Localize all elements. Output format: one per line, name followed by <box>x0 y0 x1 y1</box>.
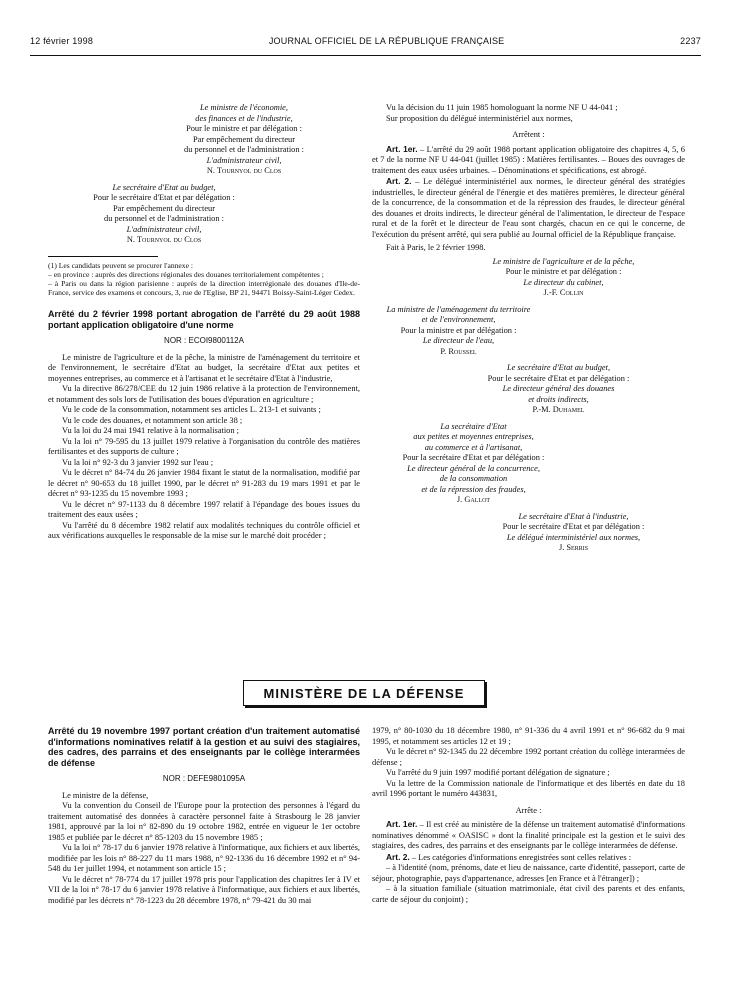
article-2 <box>372 852 685 864</box>
sig-line: Le directeur général des douanes <box>502 384 615 393</box>
sig-line: Le délégué interministériel aux normes, <box>506 532 641 542</box>
footnote: (1) Les candidats peuvent se procurer l'annexe : <box>48 260 193 270</box>
sig-line: Pour le secrétaire d'Etat et par délégation : <box>487 373 630 383</box>
sig-line: Le directeur du cabinet, <box>523 277 604 287</box>
right-column-top <box>372 103 685 554</box>
signatory-name: P. Roussel <box>440 346 477 356</box>
sig-line: L'administrateur civil, <box>206 155 282 165</box>
article-1 <box>372 144 685 177</box>
article-1 <box>372 819 685 852</box>
left-column-bottom <box>48 726 360 906</box>
signatory-name: N. Tournyol du Clos <box>126 235 202 244</box>
sig-line: du personnel et de l'administration : <box>184 145 304 154</box>
sig-line: Pour la secrétaire d'Etat et par délégation : <box>402 453 545 462</box>
footnote: – à Paris ou dans la région parisienne : auprès de la direction interrégionale des douanes d'Ile-de-France, service des examens et concours, 3, rue de l'Eglise, BP 21, 94471 Boissy-Saint-Léger Cedex. <box>48 278 360 298</box>
sig-line: Le directeur général de la concurrence, <box>407 463 540 473</box>
paragraph: Vu l'arrêté du 9 juin 1997 modifié portant délégation de signature ; <box>386 768 610 777</box>
article-text: – Les catégories d'informations enregistrées sont celles relatives : <box>409 852 632 862</box>
list-item: – à l'identité (nom, prénoms, date et lieu de naissance, carte d'identité, passeport, carte de séjour, photographie, pays d'appartenance, adresses [en France et à l'étranger]) ; <box>372 863 685 883</box>
header-rule <box>30 55 701 56</box>
right-column-bottom <box>372 726 685 905</box>
paragraph: Vu la loi n° 78-17 du 6 janvier 1978 relative à l'informatique, aux fichiers et aux libertés, modifiée par les lois n° 88-227 du 11 mars 1988, n° 92-1336 du 16 décembre 1992 et n° 94-548 du 1er juillet 1994, et notamment son article 15 ; <box>48 843 360 873</box>
sig-line: Pour le secrétaire d'Etat et par délégation : <box>93 193 235 202</box>
footnote-rule <box>48 256 158 257</box>
paragraph: Vu la directive 86/278/CEE du 12 juin 1986 relative à la protection de l'environnement, et notamment des sols lors de l'utilisation des boues d'épuration en agriculture ; <box>48 384 360 404</box>
decree-title: Arrêté du 2 février 1998 portant abrogation de l'arrêté du 29 août 1988 portant application obligatoire d'une norme <box>48 309 360 330</box>
sig-line: Le ministre de l'agriculture et de la pêche, <box>492 256 635 266</box>
paragraph: 1979, n° 80-1030 du 18 décembre 1980, n° 91-336 du 4 avril 1991 et n° 96-682 du 9 mai 1995, et notamment ses articles 12 et 19 ; <box>372 726 685 746</box>
signatory-name: J. Gallot <box>456 495 491 504</box>
done-at: Fait à Paris, le 2 février 1998. <box>386 243 486 252</box>
signature-block-c <box>372 363 685 416</box>
signatory-name: J.-F. Collin <box>543 288 584 297</box>
header-date: 12 février 1998 <box>30 36 94 46</box>
sig-line: Par empêchement du directeur <box>192 134 296 144</box>
paragraph: Le ministre de l'agriculture et de la pêche, la ministre de l'aménagement du territoire et de l'environnement, le secrétaire d'Etat au budget, la secrétaire d'Etat aux petites et moyennes entreprises, au commerce et à l'artisanat et le secrétaire d'Etat à l'industrie, <box>48 352 360 383</box>
footnotes <box>48 261 360 298</box>
page-header <box>30 36 701 50</box>
paragraph: Le ministre de la défense, <box>62 790 149 800</box>
sig-line: Le secrétaire d'Etat au budget, <box>112 182 216 192</box>
paragraph: Vu la loi du 24 mai 1941 relative à la normalisation ; <box>62 426 239 436</box>
article-2 <box>372 176 685 240</box>
sig-line: de la consommation <box>439 474 508 483</box>
signature-block-b <box>372 305 685 358</box>
paragraph: Vu le code des douanes, et notamment son article 38 ; <box>62 415 243 425</box>
article-text: – Il est créé au ministère de la défense un traitement automatisé d'informations nominatives dénommé « OASISC » dont la finalité principale est la gestion et le suivi des stagiaires, des cadres, des parrains et des enseignants par le collège interarmées de défense. <box>372 820 685 850</box>
arretent-heading: Arrêtent : <box>512 130 545 139</box>
signature-block-2 <box>48 183 360 246</box>
sig-line: et droits indirects, <box>528 394 589 404</box>
paragraph: Vu le décret n° 78-774 du 17 juillet 1978 pris pour l'application des chapitres Ier à IV et VII de la loi n° 78-17 du 6 janvier 1978 relative à l'informatique, aux fichiers et aux libertés, modifié par les décrets n° 78-1223 du 28 décembre 1978, n° 79-421 du 30 mai <box>48 874 360 905</box>
paragraph: Vu la convention du Conseil de l'Europe pour la protection des personnes à l'égard du traitement automatisé des données à caractère personnel faite à Strasbourg le 28 janvier 1981, approuvé par la loi n° 82-890 du 19 octobre 1982, entrée en vigueur le 1er octobre 1985 et publiée par le décret n° 85-1203 du 15 novembre 1985 ; <box>48 801 360 842</box>
sig-line: Pour le secrétaire d'Etat et par délégation : <box>502 522 645 531</box>
nor-reference: NOR : ECOI9800112A <box>164 336 244 346</box>
list-item: – à la situation familiale (situation matrimoniale, état civil des parents et des enfants, carte de séjour du conjoint) ; <box>372 884 685 904</box>
paragraph: Vu le décret n° 92-1345 du 22 décembre 1992 portant création du collège interarmées de défense ; <box>372 747 685 767</box>
article-text: – L'arrêté du 29 août 1988 portant application obligatoire des chapitres 4, 5, 6 et 7 de la norme NF U 44-041 (juillet 1985) : Matières fertilisantes. – Boues des ouvrages de traitement des eaux usées urbaines. – Dénominations et spécifications, est abrogé. <box>372 144 685 175</box>
signature-block-e <box>372 512 685 554</box>
sig-line: du personnel et de l'administration : <box>104 214 224 223</box>
sig-line: Le secrétaire d'Etat au budget, <box>506 363 611 372</box>
paragraph: Sur proposition du délégué interministériel aux normes, <box>386 113 573 123</box>
sig-line: et de la répression des fraudes, <box>421 484 526 494</box>
sig-line: La secrétaire d'Etat <box>440 421 507 431</box>
signature-block-a <box>372 257 685 299</box>
signatory-name: N. Tournyol du Clos <box>206 166 282 175</box>
sig-line: et de l'environnement, <box>421 315 496 324</box>
left-column-top <box>48 103 360 542</box>
paragraph: Vu la lettre de la Commission nationale de l'informatique et des libertés en date du 18 avril 1996 portant le numéro 443831, <box>372 778 685 798</box>
sig-line: Par empêchement du directeur <box>112 203 216 213</box>
sig-line: Pour le ministre et par délégation : <box>505 267 622 276</box>
sig-line: Pour le ministre et par délégation : <box>186 124 302 133</box>
header-journal-title: JOURNAL OFFICIEL DE LA RÉPUBLIQUE FRANÇAISE <box>268 36 505 46</box>
sig-line: L'administrateur civil, <box>126 224 202 234</box>
sig-line: Le ministre de l'économie, <box>199 103 288 112</box>
decree-title: Arrêté du 19 novembre 1997 portant création d'un traitement automatisé d'informations nominatives relatif à la gestion et au suivi des stagiaires, des cadres, des parrains et des enseignants par le collège interarmées de défense <box>48 726 360 768</box>
sig-line: Pour la ministre et par délégation : <box>400 325 517 335</box>
article-label: Art. 2. <box>386 851 410 862</box>
article-text: – Le délégué interministériel aux normes, le directeur général des stratégies industrielles, le directeur général de l'énergie et des matières premières, le directeur général de la concurrence, de la consommation et de la répression des fraudes, le directeur général des douanes et droits indirects, le directeur général de l'alimentation, le directeur de l'espace rural et de la forêt et le directeur de l'eau sont chargés, chacun en ce qui le concerne, de l'exécution du présent arrêté, qui sera publié au Journal officiel de la République française. <box>372 177 685 239</box>
sig-line: Le directeur de l'eau, <box>422 336 495 345</box>
paragraph: Vu le code de la consommation, notamment ses articles L. 213-1 et suivants ; <box>62 405 321 415</box>
paragraph: Vu le décret n° 97-1133 du 8 décembre 1997 relatif à l'épandage des boues issues du traitement des eaux usées ; <box>48 499 360 520</box>
sig-line: aux petites et moyennes entreprises, <box>413 432 534 441</box>
signatory-name: J. Serris <box>558 543 589 552</box>
footnote: – en province : auprès des directions régionales des douanes territorialement compétentes ; <box>48 269 324 279</box>
signatory-name: P.-M. Duhamel <box>532 405 585 414</box>
signature-block-1 <box>48 103 360 177</box>
signature-block-d <box>372 422 685 506</box>
paragraph: Vu la loi n° 92-3 du 3 janvier 1992 sur l'eau ; <box>62 457 214 467</box>
sig-line: des finances et de l'industrie, <box>195 113 293 123</box>
nor-reference: NOR : DEFE9801095A <box>162 774 246 783</box>
ministry-heading: MINISTÈRE DE LA DÉFENSE <box>243 680 485 706</box>
sig-line: Le secrétaire d'Etat à l'industrie, <box>518 511 629 521</box>
article-label: Art. 2. <box>386 176 412 186</box>
arrete-heading: Arrête : <box>515 805 542 815</box>
sig-line: au commerce et à l'artisanat, <box>424 442 523 452</box>
paragraph: Vu la loi n° 79-595 du 13 juillet 1979 relative à l'organisation du contrôle des matières fertilisantes et des supports de culture ; <box>48 436 360 457</box>
article-label: Art. 1er. <box>386 819 418 829</box>
article-label: Art. 1er. <box>386 143 418 154</box>
paragraph: Vu l'arrêté du 8 décembre 1982 relatif aux modalités techniques du contrôle officiel et aux vérifications auxquelles le responsable de la mise sur le marché doit procéder ; <box>48 520 360 541</box>
header-page-number: 2237 <box>680 36 701 46</box>
paragraph: Vu la décision du 11 juin 1985 homologuant la norme NF U 44-041 ; <box>386 103 618 112</box>
sig-line: La ministre de l'aménagement du territoire <box>386 304 531 314</box>
paragraph: Vu le décret n° 84-74 du 26 janvier 1984 fixant le statut de la normalisation, modifié par le décret n° 90-653 du 18 juillet 1990, par le décret n° 91-283 du 19 mars 1991 et par le décret n° 93-1235 du 15 novembre 1993 ; <box>48 468 360 499</box>
